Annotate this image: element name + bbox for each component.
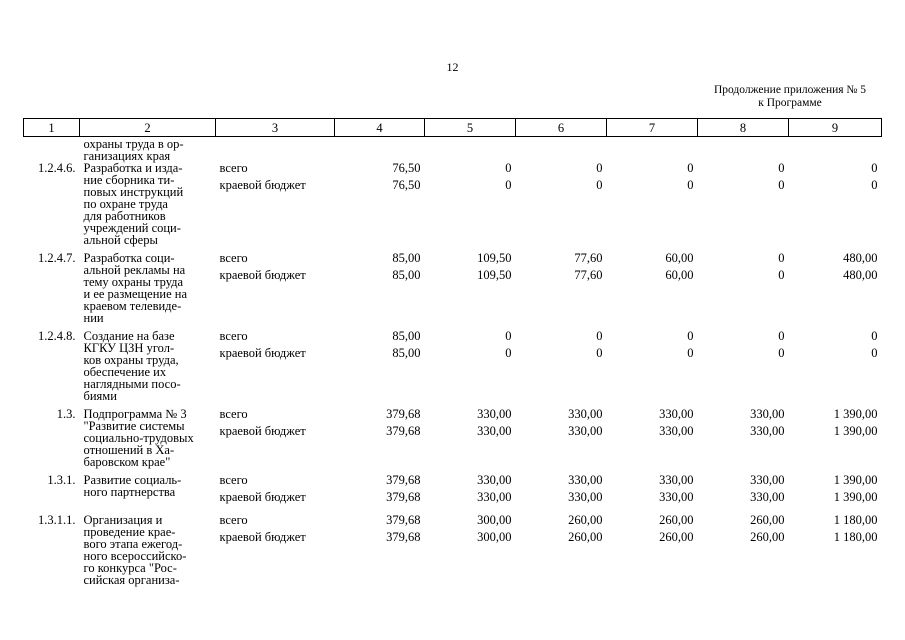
funding-source: всего (219, 161, 248, 175)
value: 1 390,00 (833, 490, 878, 504)
column-header: 8 (698, 119, 789, 137)
row-number: 1.2.4.7. (38, 251, 76, 265)
value: 379,68 (386, 490, 421, 504)
value-cell (607, 330, 698, 402)
value: 330,00 (750, 424, 785, 438)
value: 0 (505, 346, 512, 360)
value: 0 (778, 178, 785, 192)
row-number: 1.3.1. (47, 473, 76, 487)
value-cell (698, 252, 789, 324)
value: 330,00 (568, 424, 603, 438)
value: 260,00 (568, 530, 603, 544)
appendix-line-2: к Программе (758, 97, 822, 109)
value: 260,00 (659, 513, 694, 527)
value: 260,00 (750, 513, 785, 527)
column-header: 5 (425, 119, 516, 137)
row-number: 1.2.4.8. (38, 329, 76, 343)
funding-source: краевой бюджет (219, 268, 306, 282)
value-cell (516, 330, 607, 402)
value: 0 (871, 178, 878, 192)
value-cell (698, 514, 789, 586)
appendix-note (690, 84, 890, 110)
value: 379,68 (386, 407, 421, 421)
value: 1 390,00 (833, 424, 878, 438)
value-cell (516, 514, 607, 586)
value: 0 (778, 161, 785, 175)
value: 379,68 (386, 424, 421, 438)
value: 109,50 (477, 268, 512, 282)
funding-source: всего (219, 329, 248, 343)
value: 260,00 (750, 530, 785, 544)
funding-source-cell (216, 330, 335, 402)
value: 379,68 (386, 513, 421, 527)
value-cell (789, 408, 882, 468)
funding-source: краевой бюджет (219, 178, 306, 192)
value-cell (607, 474, 698, 508)
empty-cells (216, 137, 882, 163)
row-name: охраны труда в ор- ганизациях края (83, 137, 184, 163)
value-cell (789, 474, 882, 508)
value: 330,00 (659, 424, 694, 438)
value: 0 (687, 178, 694, 192)
value: 0 (871, 346, 878, 360)
column-header: 7 (607, 119, 698, 137)
table-row (24, 474, 882, 508)
funding-source: всего (219, 473, 248, 487)
table-row (24, 330, 882, 402)
column-header: 3 (216, 119, 335, 137)
value-cell (789, 162, 882, 246)
value: 330,00 (477, 407, 512, 421)
value: 330,00 (568, 407, 603, 421)
row-name: Разработка соци- альной рекламы на тему охраны труда и ее размещение на краевом телевиде- нии (83, 251, 188, 325)
value: 85,00 (392, 346, 421, 360)
value: 300,00 (477, 530, 512, 544)
value-cell (789, 252, 882, 324)
value-cell (335, 514, 425, 586)
value: 330,00 (750, 473, 785, 487)
value: 76,50 (392, 161, 421, 175)
value-cell (335, 474, 425, 508)
value-cell (425, 330, 516, 402)
value: 0 (596, 161, 603, 175)
funding-source: краевой бюджет (219, 530, 306, 544)
value: 480,00 (843, 251, 878, 265)
value: 330,00 (750, 490, 785, 504)
table-header-row (24, 119, 882, 137)
table-row (24, 252, 882, 324)
funding-source-cell (216, 474, 335, 508)
funding-source-cell (216, 162, 335, 246)
row-number: 1.2.4.6. (38, 161, 76, 175)
value-cell (698, 474, 789, 508)
value-cell (516, 474, 607, 508)
value-cell (789, 330, 882, 402)
program-table (23, 118, 882, 592)
value: 1 390,00 (833, 407, 878, 421)
value-cell (516, 162, 607, 246)
value: 0 (505, 161, 512, 175)
value-cell (698, 330, 789, 402)
row-number: 1.3.1.1. (38, 513, 76, 527)
table-row (24, 162, 882, 246)
value: 0 (778, 329, 785, 343)
value: 330,00 (568, 490, 603, 504)
value: 0 (505, 178, 512, 192)
funding-source: всего (219, 407, 248, 421)
value-cell (425, 408, 516, 468)
value: 0 (596, 329, 603, 343)
funding-source: всего (219, 251, 248, 265)
value: 0 (778, 346, 785, 360)
column-header: 9 (789, 119, 882, 137)
row-name: Подпрограмма № 3 "Развитие системы социально-трудовых отношений в Ха- баровском крае" (83, 407, 194, 469)
value-cell (607, 162, 698, 246)
value-cell (425, 162, 516, 246)
appendix-line-1: Продолжение приложения № 5 (713, 84, 867, 96)
value: 85,00 (392, 329, 421, 343)
value-cell (425, 474, 516, 508)
value: 0 (687, 346, 694, 360)
value-cell (789, 514, 882, 586)
value: 1 390,00 (833, 473, 878, 487)
column-header: 6 (516, 119, 607, 137)
value-cell (698, 162, 789, 246)
value: 300,00 (477, 513, 512, 527)
table-body (24, 137, 882, 593)
value-cell (698, 408, 789, 468)
column-header: 2 (80, 119, 216, 137)
value: 109,50 (477, 251, 512, 265)
value-cell (607, 252, 698, 324)
funding-source: краевой бюджет (219, 424, 306, 438)
value-cell (516, 408, 607, 468)
row-number (24, 137, 80, 163)
value: 260,00 (659, 530, 694, 544)
value: 60,00 (665, 251, 694, 265)
value: 330,00 (477, 473, 512, 487)
funding-source: всего (219, 513, 248, 527)
value: 330,00 (477, 490, 512, 504)
value: 379,68 (386, 530, 421, 544)
value: 60,00 (665, 268, 694, 282)
value: 0 (871, 161, 878, 175)
value-cell (425, 252, 516, 324)
value: 0 (778, 268, 785, 282)
value: 330,00 (659, 490, 694, 504)
value: 260,00 (568, 513, 603, 527)
row-name: Создание на базе КГКУ ЦЗН угол- ков охраны труда, обеспечение их наглядными посо- биями (83, 329, 181, 403)
funding-source-cell (216, 252, 335, 324)
table-row-continued (24, 137, 882, 163)
funding-source-cell (216, 514, 335, 586)
table-row (24, 514, 882, 586)
funding-source: краевой бюджет (219, 346, 306, 360)
value: 77,60 (574, 251, 603, 265)
value: 76,50 (392, 178, 421, 192)
value-cell (425, 514, 516, 586)
value-cell (335, 408, 425, 468)
row-number: 1.3. (56, 407, 76, 421)
value: 1 180,00 (833, 513, 878, 527)
value-cell (335, 252, 425, 324)
row-name: Организация и проведение крае- вого этапа ежегод- ного всероссийско- го конкурса "Рос- сийская организа- (83, 513, 187, 587)
row-name: Развитие социаль- ного партнерства (83, 473, 182, 499)
value-cell (335, 330, 425, 402)
value: 0 (596, 346, 603, 360)
value-cell (335, 162, 425, 246)
value: 0 (871, 329, 878, 343)
value: 1 180,00 (833, 530, 878, 544)
value: 77,60 (574, 268, 603, 282)
value: 480,00 (843, 268, 878, 282)
value: 330,00 (750, 407, 785, 421)
value: 330,00 (659, 473, 694, 487)
value-cell (516, 252, 607, 324)
funding-source-cell (216, 408, 335, 468)
row-name: Разработка и изда- ние сборника ти- повых инструкций по охране труда для работников учреждений соци- альной сферы (83, 161, 184, 247)
page-number: 12 (446, 60, 459, 74)
value: 0 (687, 161, 694, 175)
value: 85,00 (392, 251, 421, 265)
value: 330,00 (568, 473, 603, 487)
value: 0 (687, 329, 694, 343)
funding-source: краевой бюджет (219, 490, 306, 504)
column-header: 4 (335, 119, 425, 137)
value: 330,00 (659, 407, 694, 421)
column-header: 1 (24, 119, 80, 137)
value-cell (607, 408, 698, 468)
value: 85,00 (392, 268, 421, 282)
value: 0 (778, 251, 785, 265)
value: 379,68 (386, 473, 421, 487)
value: 0 (505, 329, 512, 343)
value: 0 (596, 178, 603, 192)
value-cell (607, 514, 698, 586)
table-row (24, 408, 882, 468)
value: 330,00 (477, 424, 512, 438)
